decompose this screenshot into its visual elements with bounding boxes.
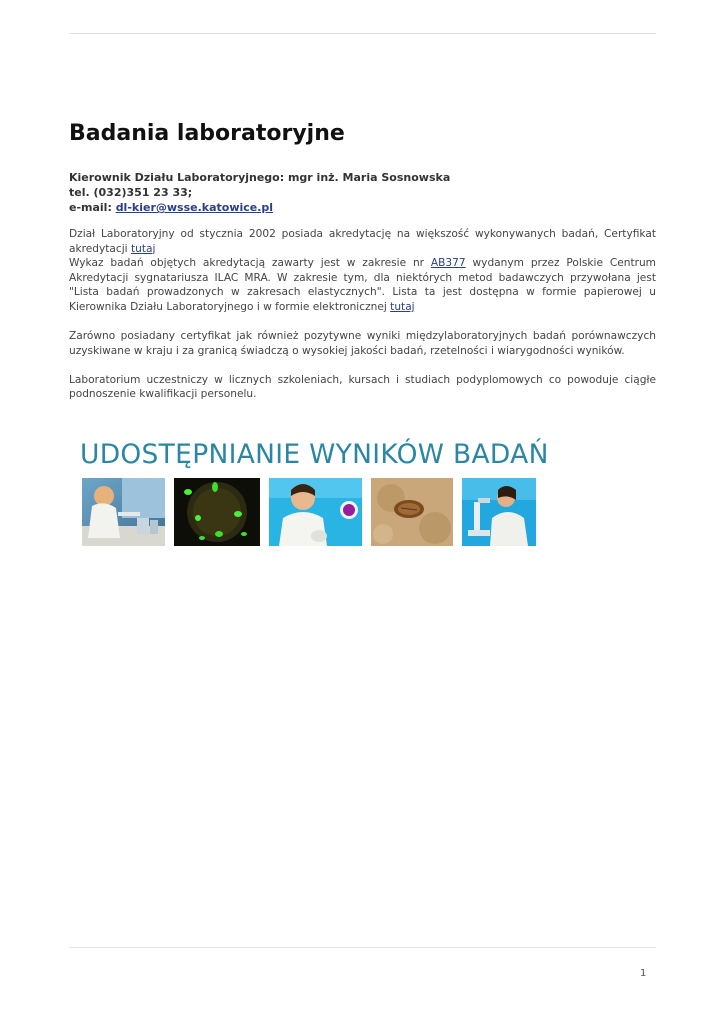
ab377-link[interactable]: AB377 (430, 257, 466, 270)
page-title: Badania laboratoryjne (69, 121, 345, 146)
banner-title: UDOSTĘPNIANIE WYNIKÓW BADAŃ (80, 439, 549, 470)
paragraph-training: Laboratorium uczestniczy w licznych szkoleniach, kursach i studiach podyplomowych co powoduje ciągłe podnoszenie kwalifikacji personelu. (69, 373, 656, 401)
specimen-photo (371, 478, 453, 546)
spacer (69, 358, 656, 373)
email-prefix: e-mail: (69, 201, 116, 214)
email-link[interactable]: dl-kier@wsse.katowice.pl (115, 201, 274, 214)
list-link[interactable]: tutaj (390, 300, 415, 313)
top-rule (69, 33, 656, 34)
para1-text-a: Dział Laboratoryjny od stycznia 2002 posiada akredytację na większość wykonywanych badań, Certyfikat akredytacji (69, 228, 656, 255)
results-banner[interactable] (80, 436, 549, 548)
fluorescence-photo (174, 478, 260, 546)
email-line (69, 200, 656, 215)
para1-text-b: Wykaz badań objętych akredytacją zawarty jest w zakresie nr (69, 257, 431, 270)
certificate-link[interactable]: tutaj (131, 242, 156, 255)
phone-line: tel. (032)351 23 33; (69, 186, 193, 199)
para1-text-c: wydanym przez Polskie Centrum Akredytacji sygnatariusza ILAC MRA. W zakresie tym, dla niektórych metod badawczych przywołana jest "Lista badań prowadzonych w zakresach elastycznych". Lista ta jest dostępna w formie papierowej u Kierownika Działu Laboratoryjnego i w formie elektronicznej (69, 257, 656, 313)
lab-head-line: Kierownik Działu Laboratoryjnego: mgr inż. Maria Sosnowska (69, 171, 451, 184)
scientist-photo (269, 478, 362, 546)
lab-worker-photo (82, 478, 165, 546)
spacer (69, 215, 656, 227)
paragraph-accreditation (69, 227, 656, 315)
document-body (69, 118, 656, 402)
contact-block (69, 170, 656, 215)
paragraph-certificate: Zarówno posiadany certyfikat jak również pozytywne wyniki międzylaboratoryjnych badań porównawczych uzyskiwane w kraju i za granicą świadczą o wysokiej jakości badań, rzetelności i wiarygodności wyników. (69, 330, 656, 357)
bottom-rule (69, 947, 656, 948)
spacer (69, 315, 656, 330)
page-number: 1 (640, 968, 647, 979)
microscope-photo (462, 478, 536, 546)
